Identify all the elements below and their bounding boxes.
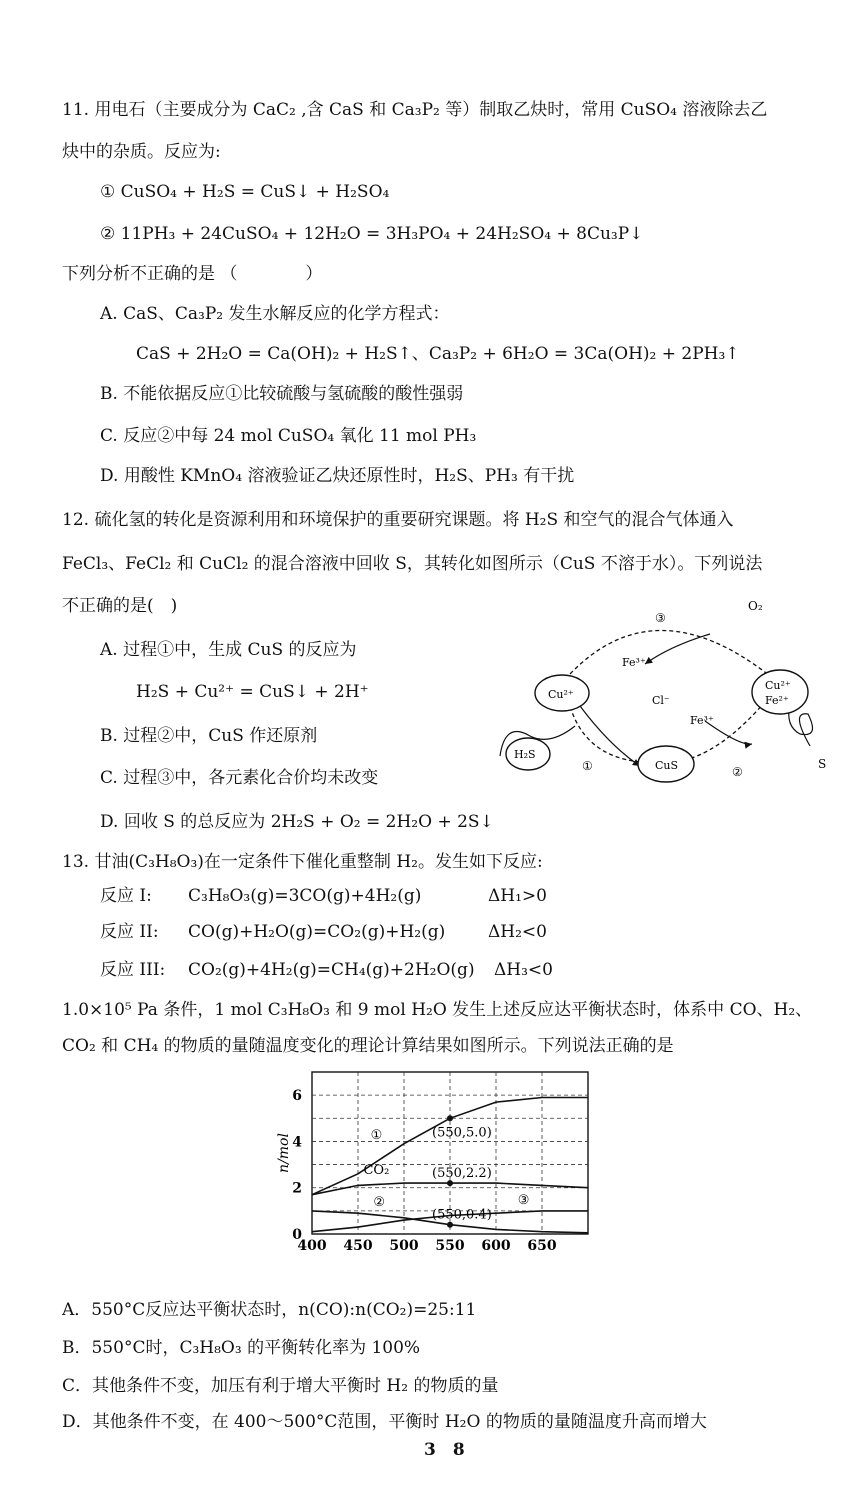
fe3-mid-label: Fe³⁺	[690, 714, 714, 727]
q13-reaction-2-equation: CO(g)+H₂O(g)=CO₂(g)+H₂(g)	[188, 922, 446, 942]
q11-equation-2: ② 11PH₃ + 24CuSO₄ + 12H₂O = 3H₃PO₄ + 24H₂SO₄ + 8Cu₃P↓	[100, 224, 644, 244]
cu2-label: Cu²⁺	[548, 688, 574, 701]
q13-reaction-2-label: 反应 II:	[100, 922, 159, 942]
x-tick-label: 600	[481, 1238, 511, 1254]
q13-reaction-3-dh: ΔH₃<0	[494, 960, 553, 980]
q13-condition-line1: 1.0×10⁵ Pa 条件，1 mol C₃H₈O₃ 和 9 mol H₂O 发生上述反应达平衡状态时，体系中 CO、H₂、	[62, 1000, 813, 1020]
x-tick-label: 500	[389, 1238, 419, 1254]
q12-option-a-equation: H₂S + Cu²⁺ = CuS↓ + 2H⁺	[136, 682, 369, 702]
cycle-arc-top	[570, 630, 770, 676]
x-tick-label: 550	[435, 1238, 465, 1254]
cycle-arc-right	[675, 696, 770, 762]
q12-option-d: D. 回收 S 的总反应为 2H₂S + O₂ = 2H₂O + 2S↓	[100, 812, 494, 832]
q13-reaction-1-equation: C₃H₈O₃(g)=3CO(g)+4H₂(g)	[188, 886, 422, 906]
point-annotation: (550,5.0)	[432, 1125, 492, 1141]
q12-cycle-diagram	[490, 596, 840, 796]
s-label: S	[818, 757, 827, 771]
q13-reaction-3-equation: CO₂(g)+4H₂(g)=CH₄(g)+2H₂O(g)	[188, 960, 475, 980]
q13-condition-line2: CO₂ 和 CH₄ 的物质的量随温度变化的理论计算结果如图所示。下列说法正确的是	[62, 1036, 674, 1056]
q13-option-d: D．其他条件不变，在 400～500°C范围，平衡时 H₂O 的物质的量随温度升高而增大	[62, 1412, 707, 1432]
q11-equation-1: ① CuSO₄ + H₂S = CuS↓ + H₂SO₄	[100, 182, 390, 202]
q13-reaction-1-label: 反应 I:	[100, 886, 152, 906]
fe3-top-label: Fe³⁺	[622, 656, 646, 669]
cl-label: Cl⁻	[652, 694, 670, 707]
cu-fe-label-1: Cu²⁺	[765, 679, 791, 692]
series-label-2: CO₂	[363, 1162, 390, 1178]
q12-stem-line2: FeCl₃、FeCl₂ 和 CuCl₂ 的混合溶液中回收 S，其转化如图所示（CuS 不溶于水）。下列说法	[62, 554, 763, 574]
step3-label: ③	[655, 611, 666, 625]
q12-stem-line3: 不正确的是( )	[62, 596, 178, 616]
point-annotation: (550,2.2)	[432, 1166, 492, 1182]
q13-option-c: C．其他条件不变，加压有利于增大平衡时 H₂ 的物质的量	[62, 1376, 499, 1396]
fe3-arrow	[645, 634, 710, 664]
q11-stem-line1: 11. 用电石（主要成分为 CaC₂ ,含 CaS 和 Ca₃P₂ 等）制取乙炔时，常用 CuSO₄ 溶液除去乙	[62, 100, 768, 120]
y-axis-label: n/mol	[276, 1133, 292, 1173]
o2-label: O₂	[748, 599, 763, 613]
q13-reaction-3-label: 反应 III:	[100, 960, 166, 980]
q11-option-c: C. 反应②中每 24 mol CuSO₄ 氧化 11 mol PH₃	[100, 426, 477, 446]
cu-fe-label-2: Fe²⁺	[765, 694, 789, 707]
q13-stem: 13. 甘油(C₃H₈O₃)在一定条件下催化重整制 H₂。发生如下反应:	[62, 852, 543, 872]
y-tick-label: 0	[292, 1227, 302, 1243]
q12-option-c: C. 过程③中，各元素化合价均未改变	[100, 768, 379, 788]
cu-fe-node	[752, 670, 808, 714]
series-label-4: ③	[517, 1192, 530, 1208]
h2s-label: H₂S	[514, 748, 536, 761]
y-tick-label: 4	[292, 1134, 302, 1151]
series-label-1: ①	[370, 1128, 383, 1144]
page-number: 3 8	[424, 1440, 465, 1460]
cus-label: CuS	[655, 759, 679, 772]
q13-reaction-1-dh: ΔH₁>0	[488, 886, 547, 906]
y-tick-label: 6	[292, 1088, 302, 1105]
x-tick-label: 450	[343, 1238, 373, 1254]
series-label-3: ②	[373, 1195, 385, 1211]
x-tick-label: 650	[527, 1238, 557, 1254]
y-tick-label: 2	[292, 1180, 302, 1197]
q11-option-a-equation: CaS + 2H₂O = Ca(OH)₂ + H₂S↑、Ca₃P₂ + 6H₂O = 3Ca(OH)₂ + 2PH₃↑	[136, 344, 740, 364]
cycle-arc-left	[570, 706, 640, 762]
q11-option-d: D. 用酸性 KMnO₄ 溶液验证乙炔还原性时，H₂S、PH₃ 有干扰	[100, 466, 575, 486]
step2-label: ②	[732, 765, 743, 779]
q12-stem-line1: 12. 硫化氢的转化是资源利用和环境保护的重要研究课题。将 H₂S 和空气的混合气体通入	[62, 510, 734, 530]
q13-option-a: A．550°C反应达平衡状态时，n(CO):n(CO₂)=25:11	[62, 1300, 477, 1320]
marked-point	[447, 1115, 453, 1121]
point-annotation: (550,0.4)	[432, 1207, 492, 1223]
x-tick-label: 400	[297, 1238, 327, 1254]
q11-option-b: B. 不能依据反应①比较硫酸与氢硫酸的酸性强弱	[100, 384, 464, 404]
step1-label: ①	[582, 759, 593, 773]
step1-arrow	[580, 706, 640, 766]
q11-option-a: A. CaS、Ca₃P₂ 发生水解反应的化学方程式：	[100, 304, 450, 324]
q13-option-b: B．550°C时，C₃H₈O₃ 的平衡转化率为 100%	[62, 1338, 421, 1358]
q11-question: 下列分析不正确的是 （ ）	[62, 264, 323, 284]
q13-chart	[270, 1064, 610, 1264]
q13-reaction-2-dh: ΔH₂<0	[488, 922, 547, 942]
q12-option-a: A. 过程①中，生成 CuS 的反应为	[100, 640, 357, 660]
q12-option-b: B. 过程②中，CuS 作还原剂	[100, 726, 318, 746]
q11-stem-line2: 炔中的杂质。反应为:	[62, 142, 221, 162]
